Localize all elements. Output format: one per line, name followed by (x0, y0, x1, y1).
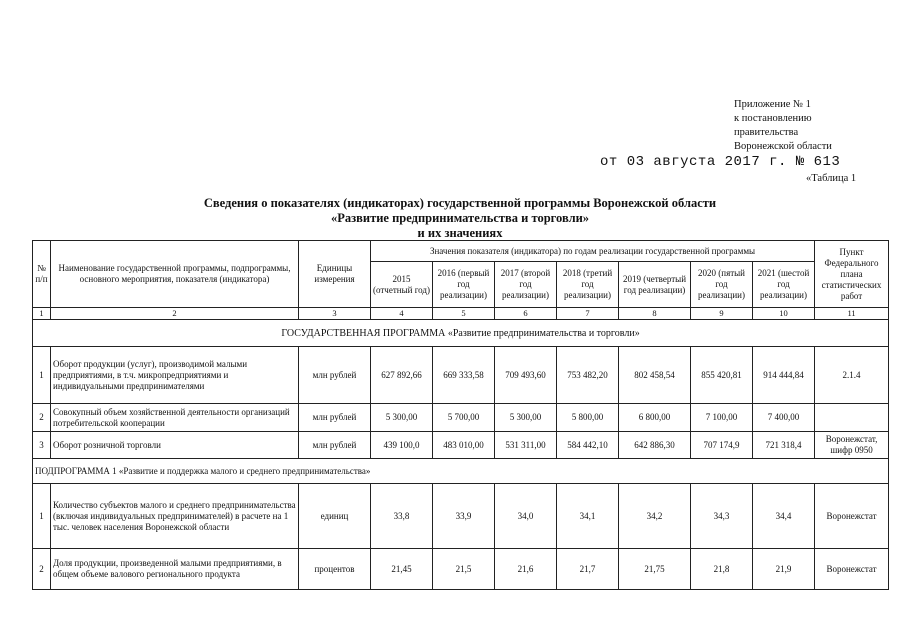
value-2017: 531 311,00 (495, 432, 557, 459)
table-row (33, 484, 889, 549)
value-2019: 34,2 (619, 484, 691, 549)
header-year-2021: 2021 (шестой год реализации) (753, 262, 815, 308)
row-number: 2 (33, 549, 51, 590)
appendix-line-1: Приложение № 1 (734, 99, 811, 110)
value-2018: 34,1 (557, 484, 619, 549)
appendix-line-4: Воронежской области (734, 141, 832, 152)
header-unit: Единицы измерения (299, 241, 371, 308)
value-2018: 5 800,00 (557, 404, 619, 432)
indicator-unit: процентов (299, 549, 371, 590)
stat-plan-item (815, 404, 889, 432)
indicators-table (32, 240, 889, 590)
value-2015: 439 100,0 (371, 432, 433, 459)
column-number: 2 (51, 308, 299, 320)
header-year-2015: 2015 (отчетный год) (371, 262, 433, 308)
value-2018: 21,7 (557, 549, 619, 590)
value-2015: 33,8 (371, 484, 433, 549)
indicator-name: Количество субъектов малого и среднего предпринимательства (включая индивидуальных предпринимателей) в расчете на 1 тыс. человек населения Воронежской области (51, 484, 299, 549)
column-number: 4 (371, 308, 433, 320)
value-2021: 34,4 (753, 484, 815, 549)
stat-plan-item: Воронежстат (815, 549, 889, 590)
value-2021: 7 400,00 (753, 404, 815, 432)
document-title (170, 196, 750, 241)
value-2019: 21,75 (619, 549, 691, 590)
value-2020: 34,3 (691, 484, 753, 549)
value-2019: 642 886,30 (619, 432, 691, 459)
value-2018: 584 442,10 (557, 432, 619, 459)
value-2020: 707 174,9 (691, 432, 753, 459)
header-year-2019: 2019 (четвертый год реализации) (619, 262, 691, 308)
subprogram-title: ПОДПРОГРАММА 1 «Развитие и поддержка малого и среднего предпринимательства» (33, 459, 889, 484)
title-line-2: «Развитие предпринимательства и торговли» (330, 211, 590, 225)
row-number: 3 (33, 432, 51, 459)
indicator-name: Доля продукции, произведенной малыми предприятиями, в общем объеме валового регионального продукта (51, 549, 299, 590)
table-number-label: «Таблица 1 (806, 173, 857, 184)
header-values-group: Значения показателя (индикатора) по годам реализации государственной программы (371, 241, 815, 262)
value-2017: 709 493,60 (495, 347, 557, 404)
header-year-2018: 2018 (третий год реализации) (557, 262, 619, 308)
appendix-line-2: к постановлению (734, 113, 812, 124)
table-row (33, 549, 889, 590)
value-2017: 34,0 (495, 484, 557, 549)
title-line-1: Сведения о показателях (индикаторах) государственной программы Воронежской области (203, 196, 717, 210)
section-program-title: ГОСУДАРСТВЕННАЯ ПРОГРАММА «Развитие предпринимательства и торговли» (33, 320, 889, 347)
row-number: 1 (33, 484, 51, 549)
value-2020: 7 100,00 (691, 404, 753, 432)
value-2016: 21,5 (433, 549, 495, 590)
indicator-unit: единиц (299, 484, 371, 549)
table-row (33, 432, 889, 459)
column-number: 6 (495, 308, 557, 320)
row-number: 2 (33, 404, 51, 432)
value-2020: 21,8 (691, 549, 753, 590)
value-2015: 627 892,66 (371, 347, 433, 404)
stat-plan-item: Воронежстат (815, 484, 889, 549)
title-line-3: и их значениях (417, 226, 503, 240)
column-number: 11 (815, 308, 889, 320)
column-number: 8 (619, 308, 691, 320)
header-stat-plan: Пункт Федерального плана статистических работ (815, 241, 889, 308)
column-number: 7 (557, 308, 619, 320)
value-2021: 721 318,4 (753, 432, 815, 459)
value-2017: 21,6 (495, 549, 557, 590)
value-2016: 5 700,00 (433, 404, 495, 432)
header-name: Наименование государственной программы, подпрограммы, основного мероприятия, показателя (индикатора) (51, 241, 299, 308)
indicator-name: Оборот продукции (услуг), производимой малыми предприятиями, в т.ч. микропредприятиями и индивидуальными предпринимателями (51, 347, 299, 404)
decree-date-number: от 03 августа 2017 г. № 613 (600, 154, 841, 170)
appendix-line-3: правительства (734, 127, 799, 138)
value-2015: 21,45 (371, 549, 433, 590)
appendix-block (734, 98, 832, 154)
indicator-name: Совокупный объем хозяйственной деятельности организаций потребительской кооперации (51, 404, 299, 432)
value-2016: 669 333,58 (433, 347, 495, 404)
stat-plan-item: Воронежстат, шифр 0950 (815, 432, 889, 459)
value-2017: 5 300,00 (495, 404, 557, 432)
value-2016: 33,9 (433, 484, 495, 549)
column-number: 10 (753, 308, 815, 320)
column-number: 5 (433, 308, 495, 320)
indicator-name: Оборот розничной торговли (51, 432, 299, 459)
header-year-2016: 2016 (первый год реализации) (433, 262, 495, 308)
header-number: № п/п (33, 241, 51, 308)
value-2021: 21,9 (753, 549, 815, 590)
header-year-2017: 2017 (второй год реализации) (495, 262, 557, 308)
indicator-unit: млн рублей (299, 432, 371, 459)
stat-plan-item: 2.1.4 (815, 347, 889, 404)
value-2015: 5 300,00 (371, 404, 433, 432)
column-number: 1 (33, 308, 51, 320)
column-number: 9 (691, 308, 753, 320)
header-year-2020: 2020 (пятый год реализации) (691, 262, 753, 308)
row-number: 1 (33, 347, 51, 404)
value-2021: 914 444,84 (753, 347, 815, 404)
column-number-row (33, 308, 889, 320)
table-row (33, 404, 889, 432)
value-2019: 802 458,54 (619, 347, 691, 404)
indicator-unit: млн рублей (299, 404, 371, 432)
table-row (33, 347, 889, 404)
value-2016: 483 010,00 (433, 432, 495, 459)
value-2019: 6 800,00 (619, 404, 691, 432)
column-number: 3 (299, 308, 371, 320)
value-2020: 855 420,81 (691, 347, 753, 404)
indicator-unit: млн рублей (299, 347, 371, 404)
value-2018: 753 482,20 (557, 347, 619, 404)
